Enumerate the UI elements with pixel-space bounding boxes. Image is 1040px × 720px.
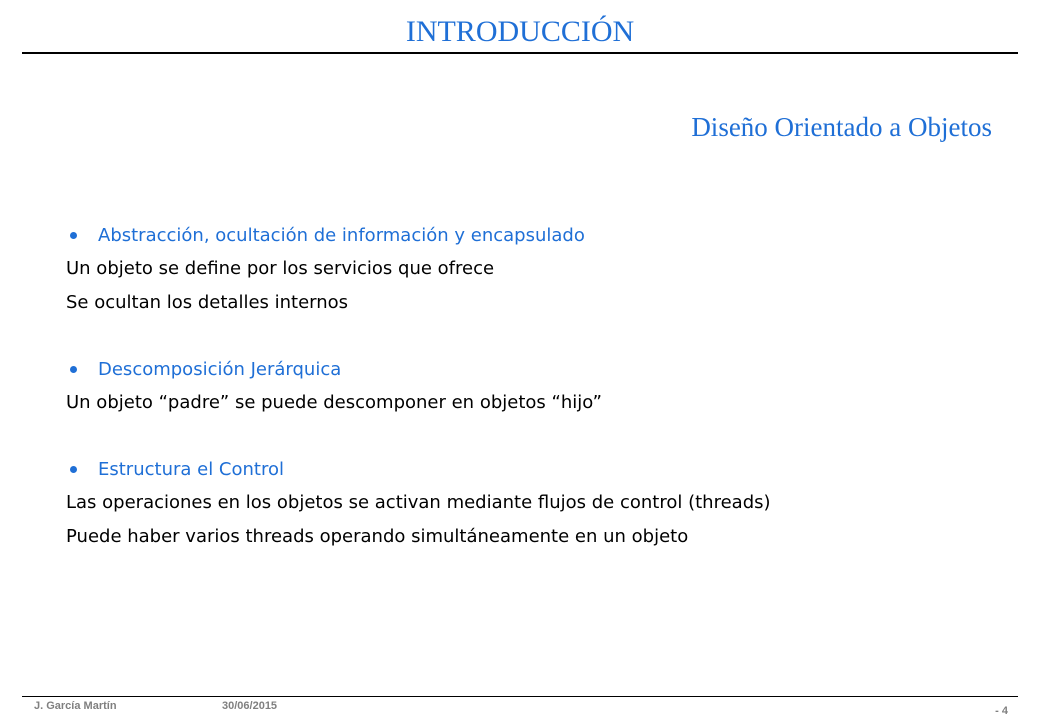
footer-date: 30/06/2015 xyxy=(222,700,278,712)
bullet-item xyxy=(66,354,1006,386)
bullet-item xyxy=(66,454,1006,486)
slide-title: INTRODUCCIÓN xyxy=(405,15,635,48)
section-control xyxy=(66,454,1006,554)
bullet-dot-icon xyxy=(70,366,77,373)
slide-content xyxy=(66,220,1006,554)
body-text: Puede haber varios threads operando simultáneamente en un objeto xyxy=(66,526,689,547)
bullet-heading: Descomposición Jerárquica xyxy=(98,359,342,380)
footer-author: J. García Martín xyxy=(34,700,117,712)
bullet-heading: Abstracción, ocultación de información y encapsulado xyxy=(98,225,585,246)
section-abstraction xyxy=(66,220,1006,320)
title-divider xyxy=(22,52,1018,54)
footer-divider xyxy=(22,696,1018,697)
bullet-item xyxy=(66,220,1006,252)
body-text: Las operaciones en los objetos se activan mediante flujos de control (threads) xyxy=(66,492,771,513)
section-hierarchy xyxy=(66,354,1006,420)
page-number: - 4 xyxy=(995,705,1008,717)
body-text: Un objeto se define por los servicios que ofrece xyxy=(66,258,495,279)
bullet-dot-icon xyxy=(70,466,77,473)
body-text: Se ocultan los detalles internos xyxy=(66,292,349,313)
bullet-dot-icon xyxy=(70,232,77,239)
body-text: Un objeto “padre” se puede descomponer en objetos “hijo” xyxy=(66,392,602,413)
slide-subtitle: Diseño Orientado a Objetos xyxy=(691,112,992,142)
bullet-heading: Estructura el Control xyxy=(98,459,284,480)
